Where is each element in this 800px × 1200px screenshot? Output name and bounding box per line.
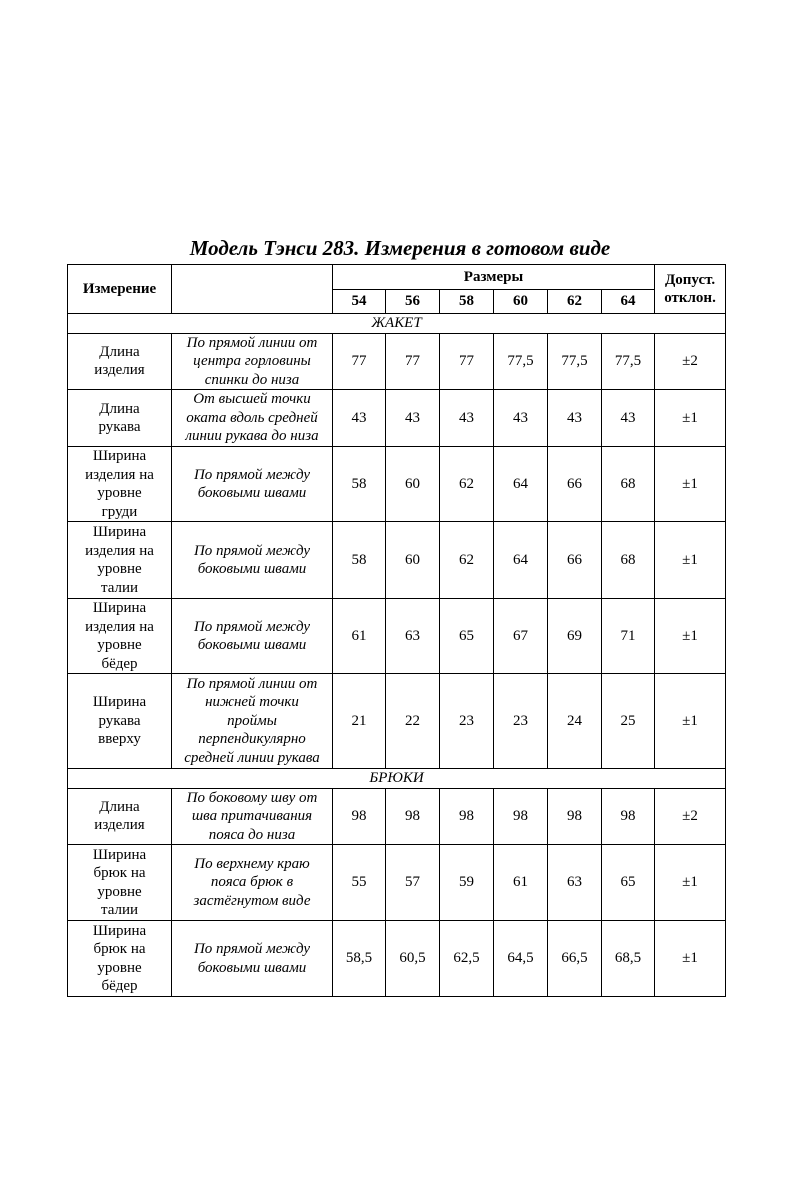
size-value-cell: 77,5 [602,333,655,390]
table-row [68,333,726,390]
method-line: средней линии рукава [184,749,320,766]
size-value-cell: 24 [548,674,602,769]
method-line: боковыми швами [197,561,307,577]
section-title: БРЮКИ [68,769,726,789]
size-value-cell: 63 [548,845,602,921]
measure-name-cell [68,845,172,921]
measure-name-line: талии [100,902,139,918]
tolerance-cell: ±1 [655,921,726,997]
size-header-cell: 60 [494,290,548,314]
method-line: оката вдоль средней [186,409,318,426]
section-title: ЖАКЕТ [68,314,726,334]
measure-name-line: брюк на [93,865,146,881]
measure-name-line: Ширина [92,922,147,939]
size-value-cell: 43 [602,390,655,447]
method-line: По боковому шву от [186,789,318,806]
size-value-cell: 98 [386,788,440,845]
tolerance-cell: ±1 [655,674,726,769]
size-value-cell: 66,5 [548,921,602,997]
size-value-cell: 23 [494,674,548,769]
method-line: проймы [227,712,277,729]
measure-name-line: уровне [97,637,142,653]
size-value-cell: 21 [333,674,386,769]
size-value-cell: 62 [440,447,494,522]
method-cell [172,447,333,522]
method-line: перпендикулярно [198,731,306,748]
size-value-cell: 58 [333,447,386,522]
size-value-cell: 43 [386,390,440,447]
method-line: По прямой между [193,542,311,559]
tolerance-cell: ±1 [655,522,726,599]
size-value-cell: 22 [386,674,440,769]
measure-name-line: уровне [97,485,142,501]
size-value-cell: 68 [602,447,655,522]
size-value-cell: 69 [548,599,602,674]
size-value-cell: 60 [386,447,440,522]
size-value-cell: 62 [440,522,494,599]
size-value-cell: 66 [548,522,602,599]
tolerance-cell: ±1 [655,390,726,447]
table-row [68,788,726,845]
method-line: пояса брюк в [210,874,294,891]
measure-name-line: Ширина [92,694,147,711]
table-row [68,674,726,769]
table-row [68,921,726,997]
size-value-cell: 59 [440,845,494,921]
table-row [68,845,726,921]
measure-name-line: рукава [98,419,141,435]
size-value-cell: 66 [548,447,602,522]
size-header-cell: 56 [386,290,440,314]
size-value-cell: 98 [440,788,494,845]
method-cell [172,599,333,674]
measure-name-cell [68,788,172,845]
measure-name-line: Длина [99,343,140,360]
size-value-cell: 68,5 [602,921,655,997]
method-cell [172,788,333,845]
size-value-cell: 55 [333,845,386,921]
measure-name-line: уровне [97,959,142,976]
method-line: спинки до низа [204,371,300,388]
size-value-cell: 43 [333,390,386,447]
size-header-cell: 58 [440,290,494,314]
method-line: шва притачивания [191,808,313,824]
measure-name-cell [68,333,172,390]
document-title: Модель Тэнси 283. Измерения в готовом виде [189,236,611,260]
measure-name-line: брюк на [93,941,146,957]
size-value-cell: 61 [494,845,548,921]
size-value-cell: 58 [333,522,386,599]
tolerance-header [655,265,726,314]
table-row [68,447,726,522]
tolerance-cell: ±1 [655,599,726,674]
size-value-cell: 62,5 [440,921,494,997]
table-row [68,390,726,447]
method-line: боковыми швами [197,959,307,976]
measurement-header: Измерение [68,265,172,314]
size-value-cell: 64 [494,447,548,522]
method-line: нижней точки [205,694,299,711]
measure-name-line: рукава [98,712,141,729]
size-value-cell: 61 [333,599,386,674]
size-value-cell: 57 [386,845,440,921]
method-line: застёгнутом виде [193,892,311,909]
measure-name-line: изделия на [85,542,154,559]
size-value-cell: 71 [602,599,655,674]
tolerance-cell: ±1 [655,845,726,921]
measure-name-line: груди [101,503,138,520]
size-value-cell: 98 [494,788,548,845]
size-value-cell: 25 [602,674,655,769]
size-value-cell: 58,5 [333,921,386,997]
measurements-table [67,264,726,997]
method-cell [172,522,333,599]
measure-name-line: Ширина [92,846,147,863]
tolerance-cell: ±1 [655,447,726,522]
size-value-cell: 98 [602,788,655,845]
measure-name-line: Ширина [92,600,147,616]
size-value-cell: 77,5 [548,333,602,390]
measure-name-cell [68,599,172,674]
measure-name-line: талии [100,579,139,596]
measure-name-line: изделия на [85,466,154,483]
measure-name-line: уровне [97,883,142,900]
size-value-cell: 98 [548,788,602,845]
measure-name-cell [68,390,172,447]
size-header-cell: 54 [333,290,386,314]
method-line: От высшей точки [193,391,311,408]
method-line: боковыми швами [197,485,307,501]
header-row [68,265,726,290]
size-value-cell: 67 [494,599,548,674]
method-line: линии рукава до низа [185,428,319,445]
size-value-cell: 77,5 [494,333,548,390]
measure-name-line: Ширина [92,524,147,540]
measure-name-line: изделия на [85,618,154,635]
tolerance-cell: ±2 [655,333,726,390]
measure-name-line: Длина [99,400,140,417]
size-value-cell: 65 [602,845,655,921]
size-value-cell: 43 [494,390,548,447]
method-line: По прямой между [193,618,311,635]
measure-name-line: изделия [94,362,145,379]
method-line: пояса до низа [208,826,296,843]
size-value-cell: 68 [602,522,655,599]
measure-name-line: бёдер [101,655,138,672]
size-value-cell: 64 [494,522,548,599]
size-header-cell: 62 [548,290,602,314]
measure-name-line: изделия [94,817,145,834]
method-line: центра горловины [193,353,311,369]
method-line: боковыми швами [197,637,307,653]
method-cell [172,390,333,447]
size-value-cell: 60,5 [386,921,440,997]
size-value-cell: 77 [440,333,494,390]
method-line: По верхнему краю [194,855,310,872]
size-header-cell: 64 [602,290,655,314]
table-row [68,522,726,599]
size-value-cell: 65 [440,599,494,674]
method-cell [172,674,333,769]
table-body [68,314,726,997]
measure-name-line: уровне [97,561,142,577]
measure-name-line: вверху [98,731,141,748]
section-row [68,769,726,789]
method-cell [172,921,333,997]
size-value-cell: 43 [548,390,602,447]
method-cell [172,845,333,921]
section-row [68,314,726,334]
sizes-header: Размеры [333,265,655,290]
method-line: По прямой линии от [186,334,318,351]
measure-name-cell [68,447,172,522]
method-line: По прямой между [193,466,311,483]
measure-name-cell [68,522,172,599]
tolerance-header-line: Допуст. [664,271,716,288]
measure-name-cell [68,674,172,769]
measure-name-cell [68,921,172,997]
size-value-cell: 43 [440,390,494,447]
size-value-cell: 98 [333,788,386,845]
measure-name-line: бёдер [101,978,138,994]
method-cell [172,333,333,390]
method-line: По прямой линии от [186,675,318,692]
size-value-cell: 60 [386,522,440,599]
table-row [68,599,726,674]
size-value-cell: 64,5 [494,921,548,997]
size-value-cell: 77 [386,333,440,390]
method-line: По прямой между [193,941,311,957]
size-value-cell: 77 [333,333,386,390]
measure-name-line: Длина [99,798,140,815]
size-value-cell: 63 [386,599,440,674]
tolerance-cell: ±2 [655,788,726,845]
method-header [172,265,333,314]
tolerance-header-line: отклон. [664,290,716,306]
size-value-cell: 23 [440,674,494,769]
measure-name-line: Ширина [92,448,147,464]
